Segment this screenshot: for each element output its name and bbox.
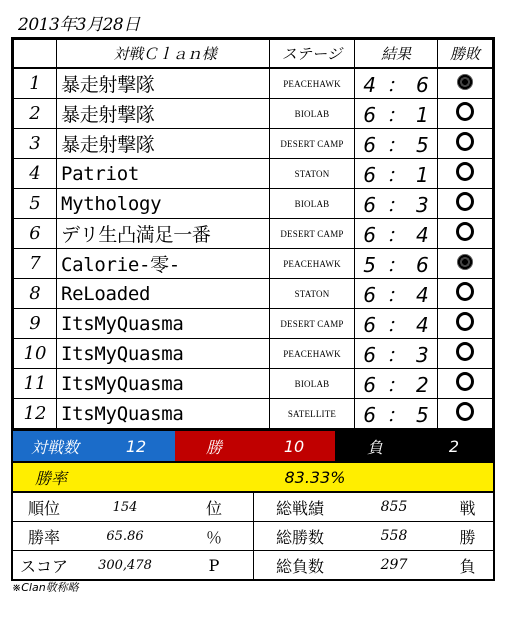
table-row [14, 369, 493, 399]
score-separator: ： [386, 373, 406, 397]
match-result [438, 129, 493, 159]
stage-name: PEACEHAWK [270, 249, 355, 279]
open-circle-icon [456, 102, 474, 121]
match-score [355, 339, 438, 369]
table-row [14, 309, 493, 339]
match-number: 10 [14, 339, 57, 369]
score-separator: ： [386, 163, 406, 187]
match-result [438, 249, 493, 279]
match-score [355, 99, 438, 129]
match-number: 2 [14, 99, 57, 129]
opponent-name: ItsMyQuasma [57, 339, 270, 369]
stage-name: BIOLAB [270, 99, 355, 129]
match-number: 8 [14, 279, 57, 309]
match-number: 9 [14, 309, 57, 339]
open-circle-icon [456, 222, 474, 241]
header-score: 結果 [355, 40, 438, 69]
own-score: 5 [363, 253, 376, 277]
stats-table [13, 493, 493, 579]
stage-name: DESERT CAMP [270, 309, 355, 339]
match-result [438, 369, 493, 399]
stat-unit: P [175, 551, 254, 580]
stage-name: STATON [270, 279, 355, 309]
match-result [438, 339, 493, 369]
opponent-name: デリ生凸満足一番 [57, 219, 270, 249]
opponent-name: ItsMyQuasma [57, 399, 270, 429]
match-score [355, 189, 438, 219]
table-row [14, 339, 493, 369]
total-unit: 戦 [459, 498, 476, 518]
total-value: 558 [346, 522, 442, 551]
own-score: 6 [363, 193, 376, 217]
header-no [14, 40, 57, 69]
score-separator: ： [386, 103, 406, 127]
opponent-name: 暴走射撃隊 [57, 129, 270, 159]
match-number: 11 [14, 369, 57, 399]
opponent-score: 6 [416, 73, 429, 97]
match-score [355, 279, 438, 309]
total-label: 総戦績 [275, 498, 324, 518]
match-score [355, 159, 438, 189]
opponent-score: 4 [416, 283, 429, 307]
stats-row [13, 551, 493, 580]
opponent-score: 4 [416, 313, 429, 337]
opponent-score: 5 [416, 403, 429, 427]
opponent-name: 暴走射撃隊 [57, 99, 270, 129]
stat-value: 154 [112, 499, 138, 515]
opponent-name: ReLoaded [57, 279, 270, 309]
stage-name: BIOLAB [270, 189, 355, 219]
stat-label: 順位 [27, 498, 60, 518]
stage-name: STATON [270, 159, 355, 189]
open-circle-icon [456, 372, 474, 391]
own-score: 6 [363, 133, 376, 157]
match-number: 7 [14, 249, 57, 279]
match-result [438, 309, 493, 339]
score-separator: ： [386, 343, 406, 367]
match-result [438, 159, 493, 189]
stage-name: DESERT CAMP [270, 129, 355, 159]
summary-bar [13, 429, 493, 461]
winrate-value: 83.33% [284, 467, 346, 487]
table-header [14, 40, 493, 69]
own-score: 4 [363, 73, 376, 97]
filled-circle-icon [457, 74, 473, 90]
opponent-score: 1 [416, 103, 429, 127]
score-separator: ： [386, 193, 406, 217]
opponent-score: 5 [416, 133, 429, 157]
filled-circle-icon [457, 254, 473, 270]
match-rows [14, 68, 493, 429]
opponent-score: 1 [416, 163, 429, 187]
opponent-name: ItsMyQuasma [57, 369, 270, 399]
match-result [438, 399, 493, 429]
match-score [355, 399, 438, 429]
losses-count: 2 [415, 431, 493, 461]
match-result [438, 68, 493, 99]
winrate-label: 勝率 [35, 468, 68, 488]
open-circle-icon [456, 342, 474, 361]
table-row [14, 159, 493, 189]
stat-unit: 位 [175, 493, 254, 522]
match-score [355, 129, 438, 159]
table-row [14, 129, 493, 159]
opponent-name: Mythology [57, 189, 270, 219]
opponent-score: 6 [416, 253, 429, 277]
table-row [14, 249, 493, 279]
table-row [14, 99, 493, 129]
total-label: 総勝数 [254, 522, 347, 551]
match-score [355, 68, 438, 99]
opponent-name: 暴走射撃隊 [57, 68, 270, 99]
stat-value: 65.86 [75, 522, 175, 551]
table-row [14, 189, 493, 219]
total-value: 297 [346, 551, 442, 580]
stat-label: スコア [13, 551, 75, 580]
match-number: 3 [14, 129, 57, 159]
stage-name: DESERT CAMP [270, 219, 355, 249]
report-date: 2013年3月28日 [18, 15, 140, 35]
match-score [355, 249, 438, 279]
opponent-score: 4 [416, 223, 429, 247]
match-number: 1 [14, 68, 57, 99]
stat-label: 勝率 [13, 522, 75, 551]
stats-row [13, 522, 493, 551]
total-label: 総負数 [254, 551, 347, 580]
score-separator: ： [386, 313, 406, 337]
stage-name: BIOLAB [270, 369, 355, 399]
open-circle-icon [456, 192, 474, 211]
match-result [438, 219, 493, 249]
match-table [13, 39, 493, 429]
match-score [355, 369, 438, 399]
total-unit: 勝 [442, 522, 493, 551]
score-separator: ： [386, 223, 406, 247]
header-stage: ステージ [270, 40, 355, 69]
score-separator: ： [386, 253, 406, 277]
match-number: 6 [14, 219, 57, 249]
opponent-name: ItsMyQuasma [57, 309, 270, 339]
open-circle-icon [456, 402, 474, 421]
match-score [355, 219, 438, 249]
opponent-score: 3 [416, 343, 429, 367]
opponent-name: Calorie-零- [57, 249, 270, 279]
opponent-score: 2 [416, 373, 429, 397]
score-separator: ： [386, 73, 406, 97]
own-score: 6 [363, 223, 376, 247]
match-result [438, 99, 493, 129]
winrate-bar [13, 461, 493, 493]
wins-label: 勝 [175, 431, 253, 461]
header-result: 勝敗 [438, 40, 493, 69]
opponent-name: Patriot [57, 159, 270, 189]
results-sheet [11, 37, 495, 581]
match-score [355, 309, 438, 339]
table-row [14, 68, 493, 99]
match-result [438, 189, 493, 219]
own-score: 6 [363, 343, 376, 367]
opponent-score: 3 [416, 193, 429, 217]
own-score: 6 [363, 403, 376, 427]
losses-label: 負 [335, 431, 415, 461]
open-circle-icon [456, 162, 474, 181]
match-number: 5 [14, 189, 57, 219]
matches-label: 対戦数 [13, 431, 97, 461]
own-score: 6 [363, 283, 376, 307]
matches-count: 12 [97, 431, 175, 461]
own-score: 6 [363, 103, 376, 127]
stat-value: 300,478 [75, 551, 175, 580]
open-circle-icon [456, 132, 474, 151]
total-value: 855 [380, 499, 408, 515]
open-circle-icon [456, 282, 474, 301]
table-row [14, 219, 493, 249]
stage-name: SATELLITE [270, 399, 355, 429]
footnote: ※Clan敬称略 [12, 581, 79, 594]
stats-row [13, 493, 493, 522]
wins-count: 10 [253, 431, 335, 461]
match-number: 4 [14, 159, 57, 189]
open-circle-icon [456, 312, 474, 331]
score-separator: ： [386, 403, 406, 427]
score-separator: ： [386, 133, 406, 157]
own-score: 6 [363, 163, 376, 187]
table-row [14, 279, 493, 309]
match-result [438, 279, 493, 309]
match-number: 12 [14, 399, 57, 429]
table-row [14, 399, 493, 429]
total-unit: 負 [442, 551, 493, 580]
own-score: 6 [363, 313, 376, 337]
stage-name: PEACEHAWK [270, 68, 355, 99]
score-separator: ： [386, 283, 406, 307]
own-score: 6 [363, 373, 376, 397]
header-opponent: 対戦Ｃｌａｎ様 [57, 40, 270, 69]
stat-unit: ％ [175, 522, 254, 551]
stage-name: PEACEHAWK [270, 339, 355, 369]
